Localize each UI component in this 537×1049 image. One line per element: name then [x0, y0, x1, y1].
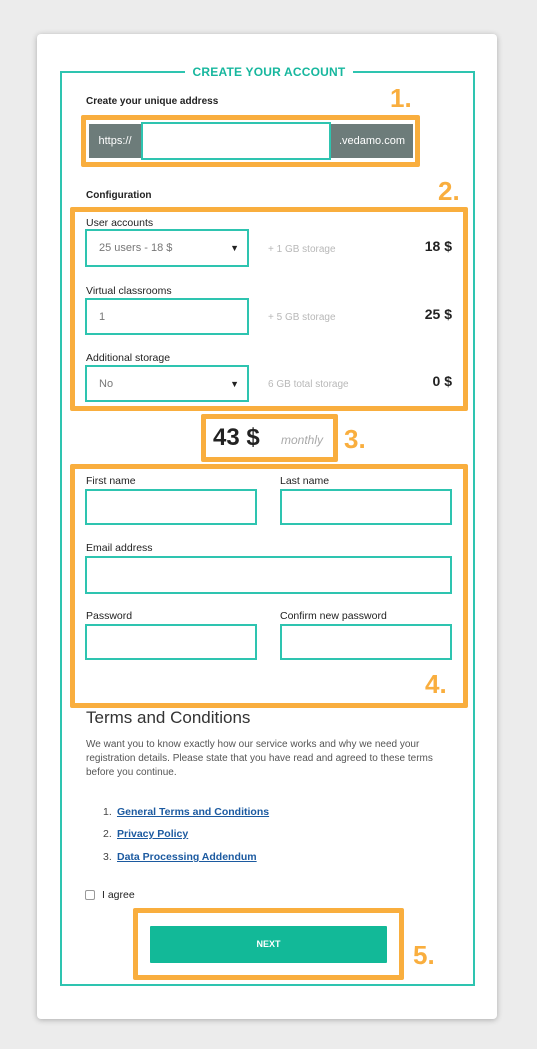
form-title: CREATE YOUR ACCOUNT — [185, 62, 353, 82]
url-prefix: https:// — [89, 124, 141, 158]
chevron-down-icon: ▼ — [230, 378, 239, 389]
last-name-label: Last name — [280, 475, 330, 487]
email-label: Email address — [86, 542, 153, 554]
annotation-box-1 — [81, 115, 420, 167]
additional-storage-price: 0 $ — [432, 373, 452, 389]
terms-list-item — [103, 828, 188, 840]
agree-label: I agree — [102, 889, 135, 901]
annotation-box-2 — [70, 207, 468, 411]
confirm-password-label: Confirm new password — [280, 610, 387, 622]
password-label: Password — [86, 610, 133, 622]
annotation-box-3 — [201, 414, 338, 462]
virtual-classrooms-label: Virtual classrooms — [86, 285, 172, 297]
terms-list-item — [103, 806, 269, 818]
additional-storage-select[interactable]: No ▼ — [85, 365, 249, 402]
annotation-number-2: 2. — [438, 176, 460, 206]
annotation-box-4 — [70, 464, 468, 708]
virtual-classrooms-price: 25 $ — [424, 306, 452, 322]
chevron-down-icon: ▼ — [230, 243, 239, 253]
annotation-box-5 — [133, 908, 404, 980]
total-period: monthly — [281, 433, 324, 447]
terms-title: Terms and Conditions — [86, 708, 251, 727]
user-accounts-hint: + 1 GB storage — [268, 244, 336, 255]
list-number: 1. — [103, 806, 112, 818]
terms-text: We want you to know exactly how our service works and why we need your registration details. Please state that you have read and agreed to these terms before you continue. — [86, 739, 433, 778]
additional-storage-label: Additional storage — [86, 352, 171, 364]
privacy-policy-link[interactable]: Privacy Policy — [117, 828, 189, 840]
additional-storage-hint: 6 GB total storage — [268, 379, 349, 390]
user-accounts-label: User accounts — [86, 217, 154, 229]
next-button[interactable]: NEXT — [150, 926, 387, 963]
agree-checkbox[interactable] — [85, 890, 95, 900]
general-terms-link[interactable]: General Terms and Conditions — [117, 806, 270, 818]
annotation-number-1: 1. — [390, 83, 412, 113]
user-accounts-select[interactable]: 25 users - 18 $ ▼ — [85, 229, 249, 267]
virtual-classrooms-hint: + 5 GB storage — [268, 312, 336, 323]
list-number: 3. — [103, 851, 112, 863]
annotation-number-5: 5. — [413, 940, 435, 970]
terms-list-item — [103, 851, 257, 863]
configuration-heading: Configuration — [86, 190, 152, 201]
list-number: 2. — [103, 828, 112, 840]
url-suffix: .vedamo.com — [331, 124, 413, 158]
virtual-classrooms-input[interactable]: 1 — [85, 298, 249, 335]
data-processing-link[interactable]: Data Processing Addendum — [117, 851, 257, 863]
annotation-number-4: 4. — [425, 669, 447, 699]
user-accounts-price: 18 $ — [424, 238, 452, 254]
total-amount: 43 $ — [213, 424, 260, 451]
first-name-label: First name — [86, 475, 136, 487]
annotation-number-3: 3. — [344, 424, 366, 454]
address-heading: Create your unique address — [86, 96, 219, 107]
